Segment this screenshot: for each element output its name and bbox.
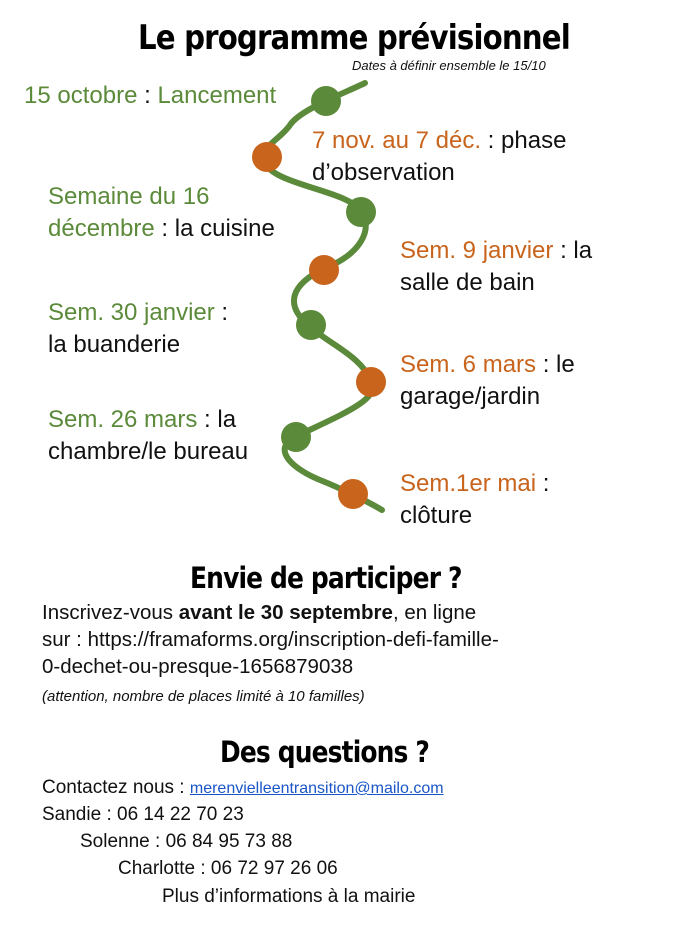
event-1: 15 octobre : Lancement: [24, 82, 277, 109]
event-date-line2: décembre: [48, 215, 155, 242]
mairie-info: Plus d’informations à la mairie: [162, 886, 416, 907]
event-activity: Lancement: [157, 82, 277, 109]
event-activity-line2: chambre/le bureau: [48, 438, 249, 465]
event-2: 7 nov. au 7 déc. : phase d’observation: [312, 125, 566, 189]
event-6: Sem. 6 mars : le garage/jardin: [400, 349, 575, 413]
programme-subtitle: Dates à définir ensemble le 15/10: [352, 58, 546, 73]
event-8: Sem.1er mai : clôture: [400, 468, 549, 532]
event-activity: clôture: [400, 502, 473, 529]
event-activity: phase: [501, 127, 567, 154]
questions-title: Des questions ?: [220, 735, 429, 769]
event-date: Sem. 9 janvier: [400, 237, 554, 264]
participate-line1: Inscrivez-vous avant le 30 septembre, en ligne: [42, 601, 477, 624]
timeline-dot: [281, 422, 311, 452]
deadline: avant le 30 septembre: [178, 601, 393, 624]
event-3: Semaine du 16 décembre : la cuisine: [48, 183, 275, 242]
participate-title: Envie de participer ?: [190, 561, 462, 595]
timeline-dot: [252, 142, 282, 172]
event-activity-line2: garage/jardin: [400, 383, 541, 410]
contact-charlotte: Charlotte : 06 72 97 26 06: [118, 858, 338, 879]
timeline-dot: [338, 479, 368, 509]
event-4: Sem. 9 janvier : la salle de bain: [400, 235, 592, 299]
contact-sandie: Sandie : 06 14 22 70 23: [42, 804, 244, 825]
participate-note: (attention, nombre de places limité à 10 familles): [42, 688, 365, 705]
event-activity: le: [556, 351, 575, 378]
timeline-dot: [346, 197, 376, 227]
event-date: Sem. 26 mars: [48, 406, 198, 433]
event-activity-line2: d’observation: [312, 159, 455, 186]
event-date: Sem. 6 mars: [400, 351, 537, 378]
event-date: Sem.1er mai: [400, 470, 537, 497]
event-date: Sem. 30 janvier: [48, 299, 215, 326]
participate-link-line[interactable]: sur : https://framaforms.org/inscription-defi-famille-: [42, 628, 499, 651]
participate-link-line2[interactable]: 0-dechet-ou-presque-1656879038: [42, 655, 354, 678]
contact-line: Contactez nous : merenvielleentransition@mailo.com: [42, 777, 444, 798]
event-7: Sem. 26 mars : la chambre/le bureau: [48, 404, 248, 468]
event-date: 7 nov. au 7 déc.: [312, 127, 482, 154]
programme-title: Le programme prévisionnel: [138, 18, 570, 58]
timeline-dot: [309, 255, 339, 285]
timeline-dot: [296, 310, 326, 340]
contact-solenne: Solenne : 06 84 95 73 88: [80, 831, 293, 852]
event-date: Semaine du 16: [48, 183, 210, 210]
event-activity: la buanderie: [48, 331, 181, 358]
timeline-dot: [311, 86, 341, 116]
event-5: Sem. 30 janvier : la buanderie: [48, 297, 228, 361]
event-activity: la: [573, 237, 593, 264]
event-activity: la: [217, 406, 237, 433]
timeline-dot: [356, 367, 386, 397]
event-date: 15 octobre: [24, 82, 138, 109]
event-activity: la cuisine: [174, 215, 275, 242]
event-activity-line2: salle de bain: [400, 269, 535, 296]
email-link[interactable]: merenvielleentransition@mailo.com: [189, 780, 444, 797]
